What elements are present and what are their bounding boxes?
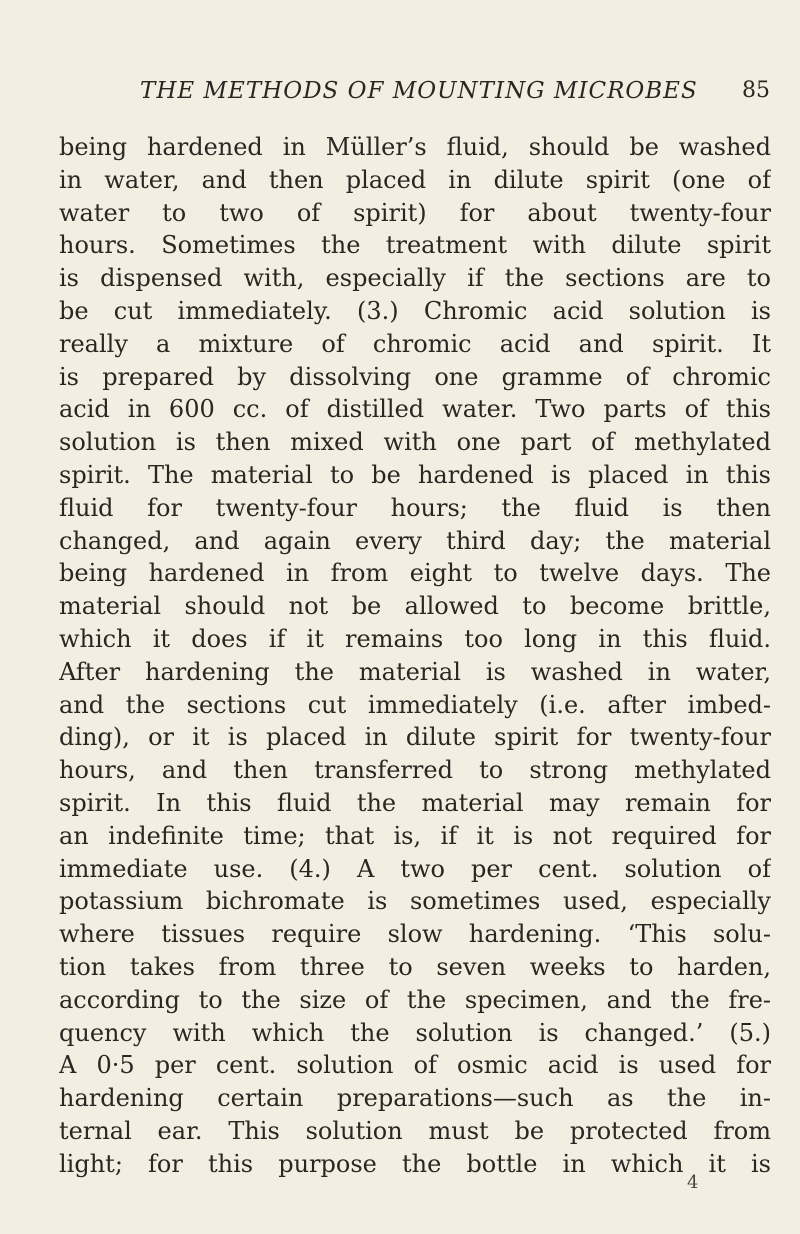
running-head: [140, 78, 770, 118]
text-line: A 0·5 per cent. solution of osmic acid is used for: [59, 1051, 771, 1080]
text-line: material should not be allowed to become brittle,: [59, 592, 771, 621]
text-line: ternal ear. This solution must be protected from: [59, 1116, 771, 1145]
text-line: where tissues require slow hardening. ‘This solu-: [59, 920, 771, 949]
text-line: changed, and again every third day; the material: [59, 526, 771, 555]
text-line: being hardened in from eight to twelve days. The: [59, 559, 771, 588]
text-line: hardening certain preparations—such as the in-: [59, 1084, 771, 1113]
text-line: solution is then mixed with one part of methylated: [59, 428, 771, 457]
text-line: and the sections cut immediately (i.e. after imbed-: [59, 690, 771, 719]
text-line: potassium bichromate is sometimes used, especially: [59, 887, 771, 916]
text-line: quency with which the solution is changed.’ (5.): [59, 1018, 771, 1047]
text-line: according to the size of the specimen, and the fre-: [59, 985, 771, 1014]
text-line: hours, and then transferred to strong methylated: [59, 756, 771, 785]
text-line: really a mixture of chromic acid and spirit. It: [59, 329, 771, 358]
text-line: be cut immediately. (3.) Chromic acid solution is: [59, 296, 771, 325]
text-line: in water, and then placed in dilute spirit (one of: [59, 165, 771, 194]
text-line: is dispensed with, especially if the sections are to: [59, 264, 771, 293]
text-line: spirit. In this fluid the material may remain for: [59, 788, 771, 817]
text-line: an indefinite time; that is, if it is not required for: [59, 821, 771, 850]
text-line: immediate use. (4.) A two per cent. solution of: [59, 854, 771, 883]
text-line: tion takes from three to seven weeks to harden,: [59, 952, 771, 981]
body-text: [59, 131, 771, 1181]
text-line: light; for this purpose the bottle in which it is: [59, 1149, 771, 1178]
running-title: THE METHODS OF MOUNTING MICROBES: [140, 78, 698, 104]
text-line: fluid for twenty-four hours; the fluid is then: [59, 493, 771, 522]
text-line: being hardened in Müller’s fluid, should be washed: [59, 133, 771, 161]
page-number: 85: [742, 78, 770, 103]
text-line: spirit. The material to be hardened is placed in this: [59, 460, 771, 489]
text-line: which it does if it remains too long in this fluid.: [59, 624, 771, 653]
text-line: acid in 600 cc. of distilled water. Two parts of this: [59, 395, 771, 424]
text-line: is prepared by dissolving one gramme of chromic: [59, 362, 771, 391]
signature-mark: 4: [687, 1172, 699, 1193]
text-line: hours. Sometimes the treatment with dilute spirit: [59, 231, 771, 260]
text-line: After hardening the material is washed in water,: [59, 657, 771, 686]
text-line: ding), or it is placed in dilute spirit for twenty-four: [59, 723, 771, 752]
text-line: water to two of spirit) for about twenty-four: [59, 198, 771, 227]
